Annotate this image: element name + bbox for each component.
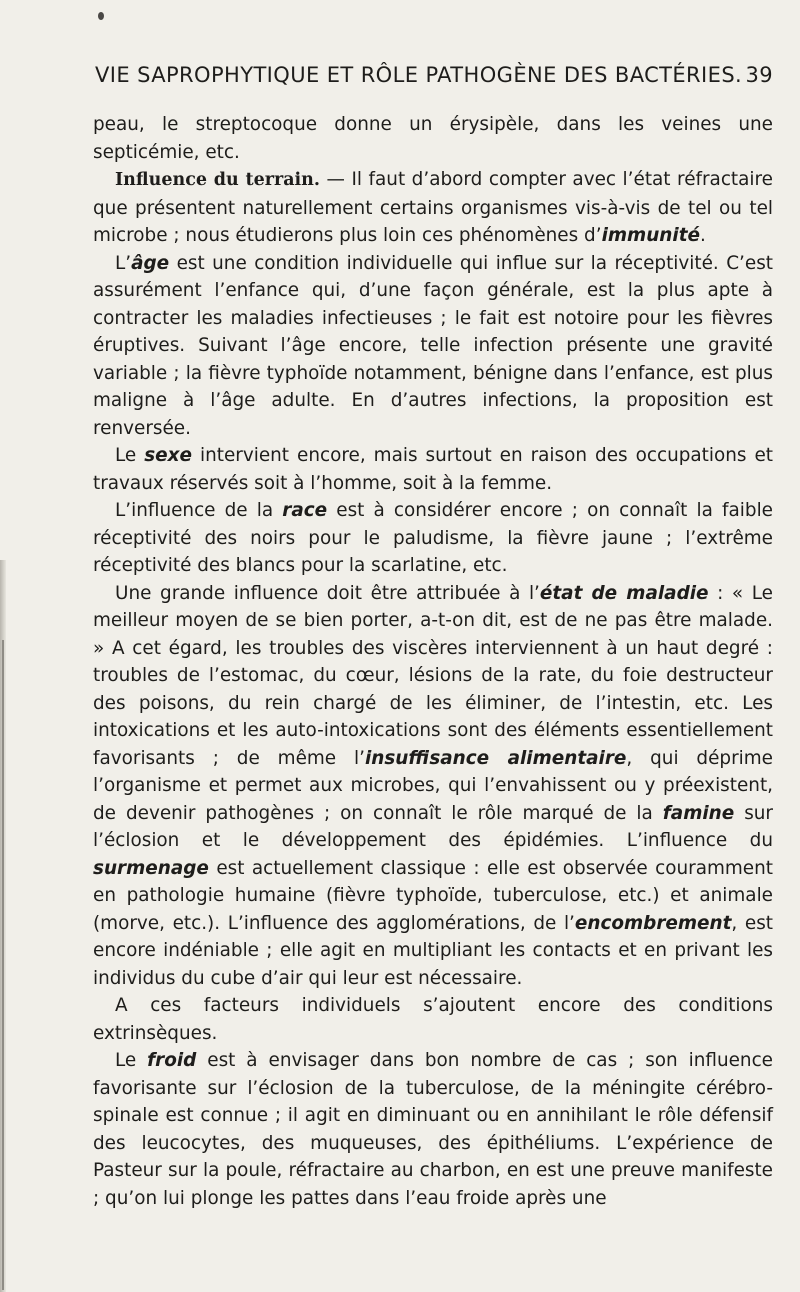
ink-speck <box>98 12 104 20</box>
book-spine-edge <box>2 640 4 1290</box>
paragraph-text: A ces facteurs individuels s’ajoutent encore des conditions extrinsèques. <box>93 995 773 1044</box>
emphasis-age: âge <box>131 252 170 274</box>
emphasis-race: race <box>282 500 328 521</box>
paragraph-1 <box>93 111 773 166</box>
section-heading: Influence du terrain. <box>115 170 320 190</box>
paragraph-text: Une grande influence doit être attribuée à l’ <box>115 582 540 604</box>
paragraph-text: peau, le streptocoque donne un érysipèle, dans les veines une septicémie, etc. <box>93 114 773 163</box>
paragraph-sexe <box>93 442 773 497</box>
emphasis-encombrement: encombrement <box>574 912 732 934</box>
paragraph-froid <box>93 1047 773 1212</box>
emphasis-insuffisance-alimentaire: insuffisance alimentaire <box>364 747 627 769</box>
emphasis-etat-de-maladie: état de maladie <box>539 582 709 604</box>
paragraph-text: — Il faut d’abord compter avec l’état réfractaire que présentent naturellement certains organismes vis-à-vis de tel ou tel microbe ; nous étudierons plus loin ces phénomènes d’ <box>93 169 773 246</box>
paragraph-text-pre: Le <box>115 1050 148 1071</box>
paragraph-etat-de-maladie <box>93 580 773 993</box>
paragraph-text: est une condition individuelle qui influe sur la réceptivité. C’est assurément l’enfance qui, d’une façon générale, est la plus apte à contracter les maladies infectieuses ; le fait est notoire pour les fièvres éruptives. Suivant l’âge encore, telle infection présente une gravité variable ; la fièvre typhoïde notamment, bénigne dans l’enfance, est plus maligne à l’âge adulte. En d’autres infections, la proposition est renversée. <box>93 252 773 439</box>
paragraph-text-pre: L’ <box>115 252 132 274</box>
paragraph-text: , qui déprime l’organisme et permet aux microbes, qui l’envahissent ou y préexistent, de devenir pathogènes ; on connaît le rôle marqué de la <box>93 747 773 824</box>
emphasis-surmenage: surmenage <box>93 857 209 879</box>
paragraph-text-pre: Le <box>115 445 145 466</box>
paragraph-age <box>93 250 773 443</box>
paragraph-text-end: . <box>699 225 706 246</box>
paragraph-influence-du-terrain <box>93 166 773 250</box>
paragraph-text: : « Le meilleur moyen de se bien porter, a-t-on dit, est de ne pas être malade. » A cet égard, les troubles des viscères interviennent à un haut degré : troubles de l’estomac, du cœur, lésions de la rate, du foie destructeur des poisons, du rein chargé de les éliminer, de l’intestin, etc. Les intoxications et les auto-intoxications sont des éléments essentiellement favorisants ; de même l’ <box>93 582 773 769</box>
paragraph-text: intervient encore, mais surtout en raison des occupations et travaux réservés soit à l’homme, soit à la femme. <box>93 445 773 494</box>
body-text <box>93 111 773 1212</box>
emphasis-froid: froid <box>147 1050 197 1071</box>
paragraph-conditions-extrinseques <box>93 992 773 1047</box>
paragraph-text: est à envisager dans bon nombre de cas ; son influence favorisante sur l’éclosion de la tuberculose, de la méningite cérébro-spinale est connue ; il agit en diminuant ou en annihilant le rôle défensif des leucocytes, des muqueuses, des épithéliums. L’expérience de Pasteur sur la poule, réfractaire au charbon, en est une preuve manifeste ; qu’on lui plonge les pattes dans l’eau froide après une <box>93 1050 774 1209</box>
emphasis-immunite: immunité <box>601 225 700 246</box>
paragraph-text: est à considérer encore ; on connaît la faible réceptivité des noirs pour le paludisme, la fièvre jaune ; l’extrême réceptivité des blancs pour la scarlatine, etc. <box>93 500 773 576</box>
paragraph-text: , est encore indéniable ; elle agit en multipliant les contacts et en privant les individus du cube d’air qui leur est nécessaire. <box>93 912 773 989</box>
emphasis-famine: famine <box>662 802 735 824</box>
paragraph-text-pre: L’influence de la <box>115 500 283 521</box>
paragraph-text: est actuellement classique : elle est observée couramment en pathologie humaine (fièvre typhoïde, tuberculose, etc.) et animale (morve, etc.). L’influence des agglomérations, de l’ <box>93 857 773 934</box>
paragraph-text: sur l’éclosion et le développement des épidémies. L’influence du <box>93 802 773 851</box>
running-title: VIE SAPROPHYTIQUE ET RÔLE PATHOGÈNE DES BACTÉRIES. <box>95 63 743 87</box>
page-header <box>95 63 773 93</box>
paragraph-race <box>93 497 773 580</box>
page-number: 39 <box>745 63 773 87</box>
emphasis-sexe: sexe <box>144 445 192 466</box>
